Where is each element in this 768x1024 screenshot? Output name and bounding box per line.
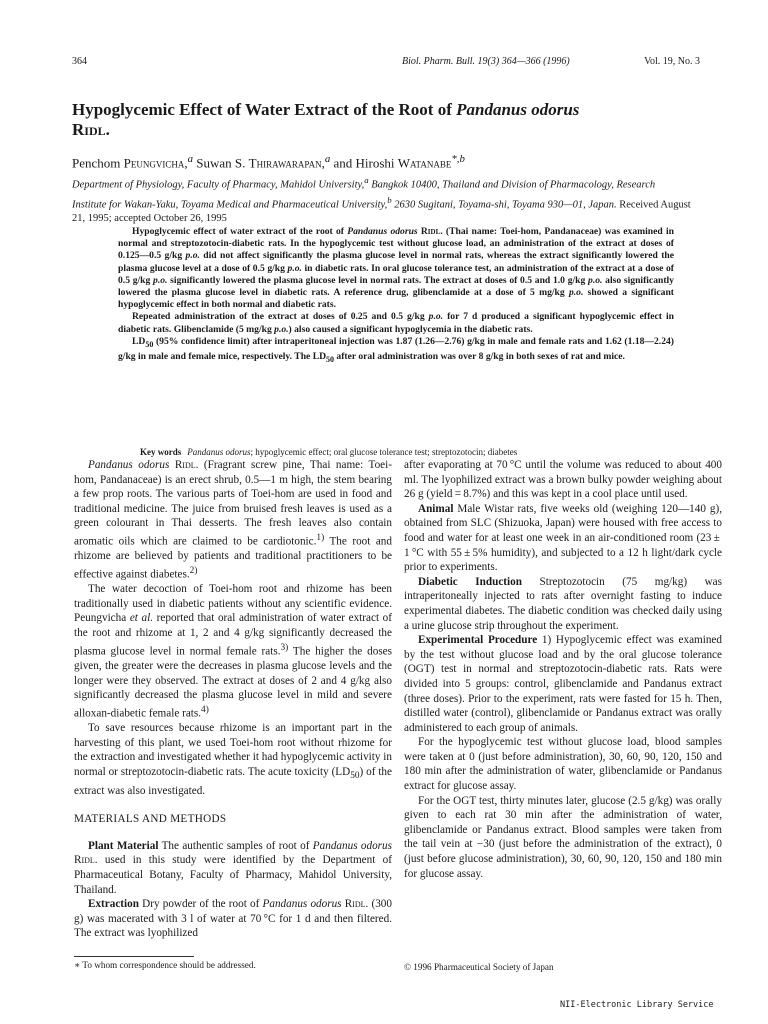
intro-paragraph-1: Pandanus odorus Ridl. (Fragrant screw pine, Thai name: Toei-hom, Pandanaceae) is an erect shrub, 0.5—1 m high, the stem bearing a few prop roots. The various parts of Toei-hom are used in food and traditional medicine. The juice from bruised fresh leaves is used as a green colourant in Thai desserts. The fresh leaves also contain aromatic oils which are claimed to be cardiotonic.$^{1)}$ The root and rhizome are believed by patients and traditional practitioners to be effective against diabetes.$^{2)}$ [74, 459, 392, 581]
right-column [404, 458, 722, 881]
left-column [74, 458, 392, 941]
footnote-rule [74, 956, 194, 957]
journal-citation: Biol. Pharm. Bull. 19(3) 364—366 (1996) [402, 56, 570, 67]
diabetic-induction-paragraph: Diabetic Induction Streptozotocin (75 mg/kg) was intraperitoneally injected to rats after overnight fasting to induce experimental diabetes. The diabetic condition was checked daily using a urine glucose strip throughout the experiment. [404, 575, 723, 632]
author-list: Penchom Peungvicha,$^a$ Suwan S. Thirawarapan,$^a$ and Hiroshi Watanabe$^{*,b}$ [72, 153, 465, 171]
abstract-paragraph-2: Repeated administration of the extract at doses of 0.25 and 0.5 g/kg p.o. for 7 d produced a significant hypoglycemic effect in diabetic rats. Glibenclamide (5 mg/kg p.o.) also caused a significant hypoglycemia in the diabetic rats. [118, 311, 674, 335]
animal-paragraph: Animal Male Wistar rats, five weeks old (weighing 120—140 g), obtained from SLC (Shizuoka, Japan) were housed with free access to food and water for at least one week in an air-conditioned room (23 ± 1 °C with 55 ± 5% humidity), and subjected to a 12 h light/dark cycle prior to experiments. [404, 502, 722, 574]
hypoglycemic-test-paragraph: For the hypoglycemic test without glucose load, blood samples were taken at 0 (just before administration), 30, 60, 90, 120, 150 and 180 min after the administration of water, glibenclamide or Pandanus extract for glucose assay. [404, 736, 722, 793]
ogt-test-paragraph: For the OGT test, thirty minutes later, glucose (2.5 g/kg) was orally given to each rat 30 min after the administration of water, glibenclamide or Pandanus extract. Blood samples were taken from the tail vein at −30 (just before the administration of the extract), 0 (just before glucose administration), 30, 60, 90, 120, 150 and 180 min for glucose assay. [404, 794, 722, 880]
plant-material-paragraph: Plant Material The authentic samples of root of Pandanus odorus Ridl. used in this study were identified by the Department of Pharmaceutical Botany, Faculty of Pharmacy, Mahidol University, Thailand. [74, 839, 392, 896]
received-dates: Received August 21, 1995; accepted October 26, 1995 [72, 199, 691, 224]
correspondence-footnote: ∗ To whom correspondence should be addressed. [74, 960, 256, 970]
page-number: 364 [72, 56, 87, 67]
paper-title: Hypoglycemic Effect of Water Extract of the Root of Pandanus odorus Ridl. [72, 100, 580, 139]
title-author-name: Ridl. [72, 120, 110, 139]
running-header [72, 56, 700, 70]
intro-paragraph-3: To save resources because rhizome is an important part in the harvesting of this plant, we used Toei-hom root without rhizome for the extraction and investigated whether it had hypoglycemic activity in normal or streptozotocin-diabetic rats. The acute toxicity $(LD_{50})$ of the extract was also investigated. [74, 722, 392, 797]
experimental-procedure-paragraph: Experimental Procedure 1) Hypoglycemic effect was examined by the test without glucose load and by the oral glucose tolerance (OGT) test in normal and streptozotocin-diabetic rats. Rats were divided into 5 groups: control, glibenclamide and Pandanus extract (three doses). Prior to the experiment, rats were fasted for 15 h. Then, distilled water (control), glibenclamide or Pandanus extract was orally administered to each group of animals. [404, 634, 722, 734]
keywords: Key words Pandanus odorus; hypoglycemic effect; oral glucose tolerance test; streptozotocin; diabetes [140, 447, 518, 457]
abstract-paragraph-1: Hypoglycemic effect of water extract of the root of Pandanus odorus Ridl. (Thai name: Toei-hom, Pandanaceae) was examined in normal and streptozotocin-diabetic rats. In the hypoglycemic test without glucose load, an administration of the extract at doses of 0.125—0.5 g/kg p.o. did not affect significantly the plasma glucose level in normal rats, whereas the extract significantly lowered the plasma glucose level at a dose of 0.5 g/kg p.o. in diabetic rats. In oral glucose tolerance test, an administration of the extract at a dose of 0.5 g/kg p.o. significantly lowered the plasma glucose level in normal rats. The extract at doses of 0.5 and 1.0 g/kg p.o. also significantly lowered the plasma glucose level in diabetic rats. A reference drug, glibenclamide at a dose of 5 mg/kg p.o. showed a significant hypoglycemic effect in both normal and diabetic rats. [118, 226, 675, 311]
library-watermark: NII-Electronic Library Service [560, 1000, 714, 1010]
extraction-paragraph: Extraction Dry powder of the root of Pandanus odorus Ridl. (300 g) was macerated with 3 l of water at 70 °C for 1 d and then filtered. The extract was lyophilized [74, 898, 392, 940]
extraction-continued: after evaporating at 70 °C until the volume was reduced to about 400 ml. The lyophilized extract was a brown bulky powder weighing about 26 g (yield = 8.7%) and this was kept in a cool place until used. [404, 459, 722, 501]
abstract-paragraph-3: $LD_{50}$ (95% confidence limit) after intraperitoneal injection was 1.87 (1.26—2.76) g/kg in male and female rats and 1.62 (1.18—2.24) g/kg in male and female mice, respectively. The $LD_{50}$ after oral administration was over 8 g/kg in both sexes of rat and mice. [118, 335, 674, 364]
intro-paragraph-2: The water decoction of Toei-hom root and rhizome has been traditionally used in diabetic patients without any scientific evidence. Peungvicha et al. reported that oral administration of water extract of the root and rhizome at 1, 2 and 4 g/kg significantly decreased the plasma glucose level in normal female rats.$^{3)}$ The higher the doses given, the greater were the decreases in plasma glucose levels and the longer were they observed. The extract at doses of 2 and 4 g/kg also significantly decreased the plasma glucose level in mild and severe alloxan-diabetic female rats.$^{4)}$ [74, 583, 393, 720]
title-species: Pandanus odorus [456, 100, 580, 119]
section-heading-methods: MATERIALS AND METHODS [74, 813, 227, 826]
affiliations: Department of Physiology, Faculty of Pharmacy, Mahidol University,$^a$ Bangkok 10400, Thailand and Division of Pharmacology, Research Institute for Wakan-Yaku, Toyama Medical and Pharmaceutical University,$^b$ 2630 Sugitani, Toyama-shi, Toyama 930—01, Japan. Received August 21, 1995; accepted October 26, 1995 [72, 175, 691, 224]
volume-issue: Vol. 19, No. 3 [644, 56, 700, 67]
keywords-label: Key words [140, 447, 182, 457]
copyright-notice: © 1996 Pharmaceutical Society of Japan [404, 962, 554, 972]
abstract [118, 226, 674, 366]
